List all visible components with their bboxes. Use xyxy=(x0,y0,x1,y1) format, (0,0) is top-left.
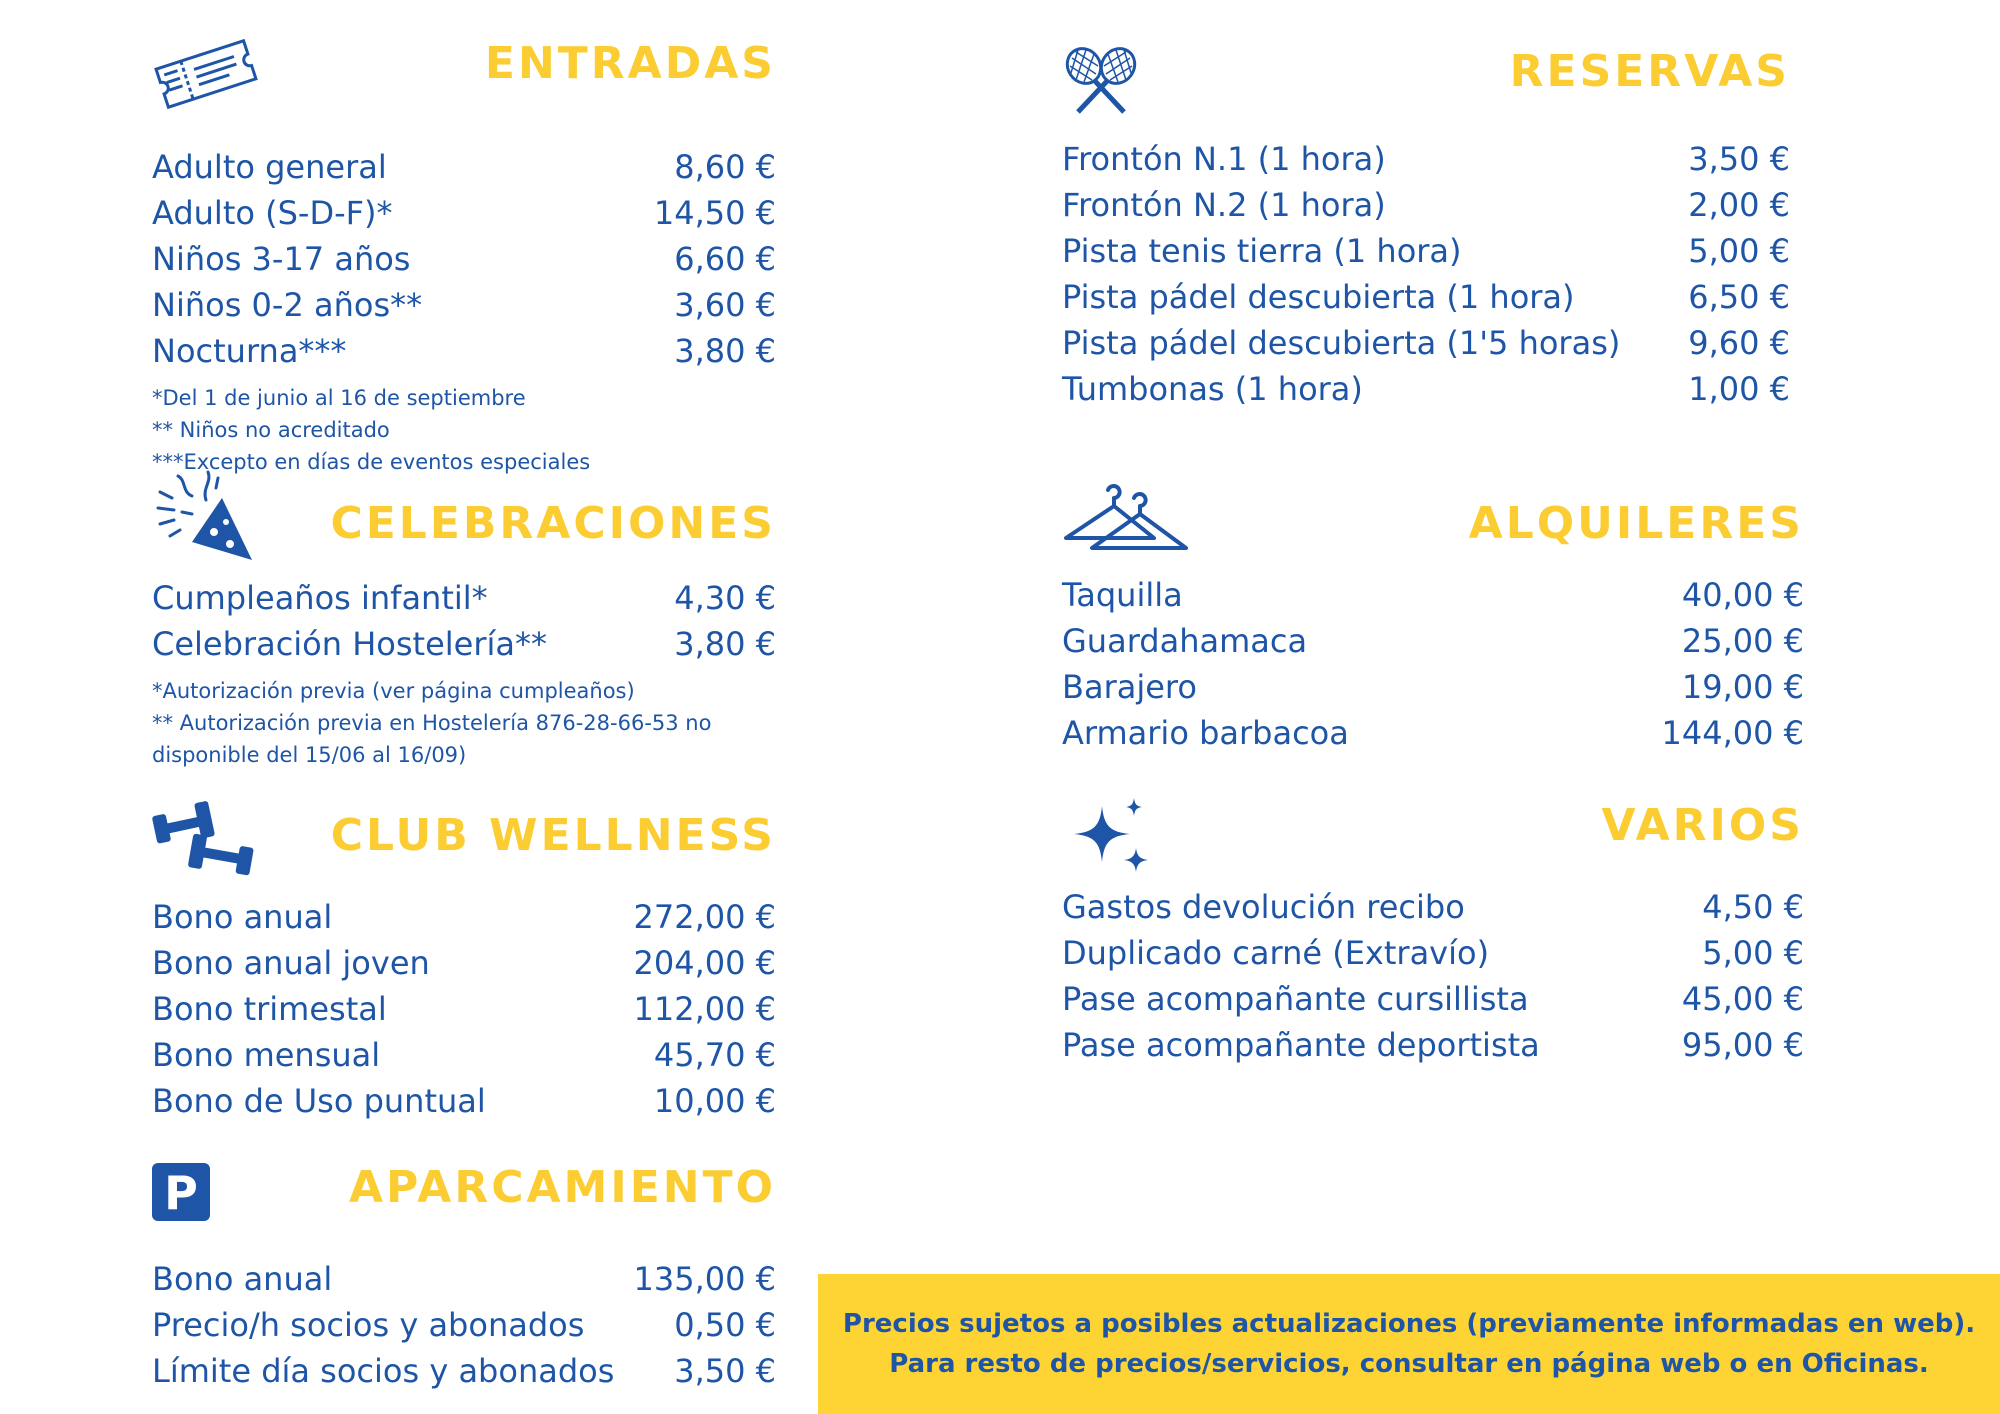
item-label: Niños 3-17 años xyxy=(152,240,411,278)
footnote: ** Autorización previa en Hostelería 876-28-66-53 no disponible del 15/06 al 16/09) xyxy=(152,711,712,767)
item-price: 3,50 € xyxy=(674,1352,776,1390)
item-label: Adulto (S-D-F)* xyxy=(152,194,393,232)
item-label: Frontón N.1 (1 hora) xyxy=(1062,140,1386,178)
item-price: 3,60 € xyxy=(674,286,776,324)
ticket-icon xyxy=(152,34,260,114)
list-item xyxy=(1062,320,1790,366)
item-price: 144,00 € xyxy=(1661,714,1804,752)
item-label: Guardahamaca xyxy=(1062,622,1308,660)
list-item xyxy=(152,575,776,621)
list-item xyxy=(1062,618,1804,664)
item-price: 112,00 € xyxy=(633,990,776,1028)
reservas-section xyxy=(1062,44,1790,412)
item-price: 0,50 € xyxy=(674,1306,776,1344)
aparcamiento-list xyxy=(152,1256,776,1394)
list-item xyxy=(1062,884,1804,930)
entradas-header xyxy=(152,34,776,130)
list-item xyxy=(1062,228,1790,274)
list-item xyxy=(152,1302,776,1348)
item-label: Cumpleaños infantil* xyxy=(152,579,488,617)
list-item xyxy=(152,236,776,282)
item-price: 5,00 € xyxy=(1688,232,1790,270)
item-price: 6,60 € xyxy=(674,240,776,278)
list-item xyxy=(1062,664,1804,710)
aparcamiento-header xyxy=(152,1160,776,1256)
item-label: Adulto general xyxy=(152,148,387,186)
alquileres-header xyxy=(1062,478,1804,572)
list-item xyxy=(152,1032,776,1078)
wellness-title: CLUB WELLNESS xyxy=(330,810,776,861)
item-price: 45,00 € xyxy=(1681,980,1804,1018)
wellness-header xyxy=(152,798,776,894)
item-label: Pista tenis tierra (1 hora) xyxy=(1062,232,1462,270)
alquileres-title: ALQUILERES xyxy=(1468,498,1804,549)
item-label: Gastos devolución recibo xyxy=(1062,888,1465,926)
item-label: Bono trimestal xyxy=(152,990,387,1028)
item-label: Duplicado carné (Extravío) xyxy=(1062,934,1490,972)
entradas-title: ENTRADAS xyxy=(484,38,776,89)
item-label: Taquilla xyxy=(1062,576,1183,614)
item-price: 135,00 € xyxy=(633,1260,776,1298)
item-price: 6,50 € xyxy=(1688,278,1790,316)
wellness-list xyxy=(152,894,776,1124)
item-label: Límite día socios y abonados xyxy=(152,1352,615,1390)
party-popper-icon xyxy=(152,470,256,566)
varios-section xyxy=(1062,798,1804,1068)
entradas-notes xyxy=(152,382,776,478)
sparkles-icon xyxy=(1062,798,1166,878)
varios-list xyxy=(1062,884,1804,1068)
list-item xyxy=(152,190,776,236)
parking-letter: P xyxy=(164,1166,198,1220)
item-label: Pista pádel descubierta (1 hora) xyxy=(1062,278,1575,316)
dumbbell-icon xyxy=(152,800,264,880)
item-label: Bono anual xyxy=(152,898,333,936)
celebraciones-list xyxy=(152,575,776,667)
item-label: Frontón N.2 (1 hora) xyxy=(1062,186,1386,224)
reservas-title: RESERVAS xyxy=(1509,46,1790,97)
item-price: 3,50 € xyxy=(1688,140,1790,178)
item-price: 14,50 € xyxy=(653,194,776,232)
varios-header xyxy=(1062,798,1804,884)
item-price: 40,00 € xyxy=(1681,576,1804,614)
list-item xyxy=(152,894,776,940)
item-price: 4,30 € xyxy=(674,579,776,617)
aparcamiento-title: APARCAMIENTO xyxy=(349,1162,776,1213)
list-item xyxy=(152,282,776,328)
list-item xyxy=(1062,572,1804,618)
footnote: *Autorización previa (ver página cumpleaños) xyxy=(152,679,635,703)
list-item xyxy=(152,940,776,986)
item-price: 8,60 € xyxy=(674,148,776,186)
alquileres-section xyxy=(1062,478,1804,756)
tennis-rackets-icon xyxy=(1062,46,1142,116)
item-label: Bono anual xyxy=(152,1260,333,1298)
reservas-header xyxy=(1062,44,1790,136)
item-price: 5,00 € xyxy=(1702,934,1804,972)
list-item xyxy=(152,986,776,1032)
parking-icon xyxy=(152,1163,210,1221)
item-label: Bono mensual xyxy=(152,1036,381,1074)
entradas-list xyxy=(152,144,776,374)
item-label: Pista pádel descubierta (1'5 horas) xyxy=(1062,324,1621,362)
item-price: 19,00 € xyxy=(1681,668,1804,706)
celebraciones-notes xyxy=(152,675,776,771)
list-item xyxy=(1062,136,1790,182)
wellness-section xyxy=(152,798,776,1124)
item-label: Bono anual joven xyxy=(152,944,430,982)
varios-title: VARIOS xyxy=(1601,800,1804,851)
list-item xyxy=(152,621,776,667)
disclaimer-line-1: Precios sujetos a posibles actualizaciones (previamente informadas en web). xyxy=(842,1309,1976,1339)
alquileres-list xyxy=(1062,572,1804,756)
aparcamiento-section xyxy=(152,1160,776,1394)
list-item xyxy=(1062,274,1790,320)
celebraciones-section xyxy=(152,476,776,771)
item-price: 95,00 € xyxy=(1681,1026,1804,1064)
list-item xyxy=(1062,976,1804,1022)
item-price: 9,60 € xyxy=(1688,324,1790,362)
celebraciones-title: CELEBRACIONES xyxy=(330,498,776,549)
disclaimer-line-2: Para resto de precios/servicios, consultar en página web o en Oficinas. xyxy=(889,1349,1929,1379)
item-price: 45,70 € xyxy=(653,1036,776,1074)
celebraciones-header xyxy=(152,476,776,572)
list-item xyxy=(152,1256,776,1302)
item-price: 3,80 € xyxy=(674,625,776,663)
footnote: *Del 1 de junio al 16 de septiembre xyxy=(152,386,526,410)
entradas-section xyxy=(152,34,776,478)
list-item xyxy=(1062,710,1804,756)
list-item xyxy=(152,1078,776,1124)
item-label: Barajero xyxy=(1062,668,1197,706)
list-item xyxy=(152,144,776,190)
item-price: 4,50 € xyxy=(1702,888,1804,926)
item-label: Tumbonas (1 hora) xyxy=(1062,370,1363,408)
item-label: Celebración Hostelería** xyxy=(152,625,547,663)
item-price: 272,00 € xyxy=(633,898,776,936)
reservas-list xyxy=(1062,136,1790,412)
footnote: ***Excepto en días de eventos especiales xyxy=(152,450,591,474)
item-price: 204,00 € xyxy=(633,944,776,982)
list-item xyxy=(152,328,776,374)
item-label: Bono de Uso puntual xyxy=(152,1082,486,1120)
footnote: ** Niños no acreditado xyxy=(152,418,390,442)
list-item xyxy=(152,1348,776,1394)
item-price: 2,00 € xyxy=(1688,186,1790,224)
item-label: Nocturna*** xyxy=(152,332,347,370)
list-item xyxy=(1062,930,1804,976)
hangers-icon xyxy=(1062,480,1190,556)
item-price: 3,80 € xyxy=(674,332,776,370)
list-item xyxy=(1062,182,1790,228)
item-label: Niños 0-2 años** xyxy=(152,286,423,324)
item-price: 25,00 € xyxy=(1681,622,1804,660)
disclaimer-banner xyxy=(818,1274,2000,1414)
list-item xyxy=(1062,366,1790,412)
item-label: Pase acompañante deportista xyxy=(1062,1026,1540,1064)
item-label: Armario barbacoa xyxy=(1062,714,1349,752)
list-item xyxy=(1062,1022,1804,1068)
item-label: Pase acompañante cursillista xyxy=(1062,980,1529,1018)
item-label: Precio/h socios y abonados xyxy=(152,1306,585,1344)
item-price: 1,00 € xyxy=(1688,370,1790,408)
item-price: 10,00 € xyxy=(653,1082,776,1120)
